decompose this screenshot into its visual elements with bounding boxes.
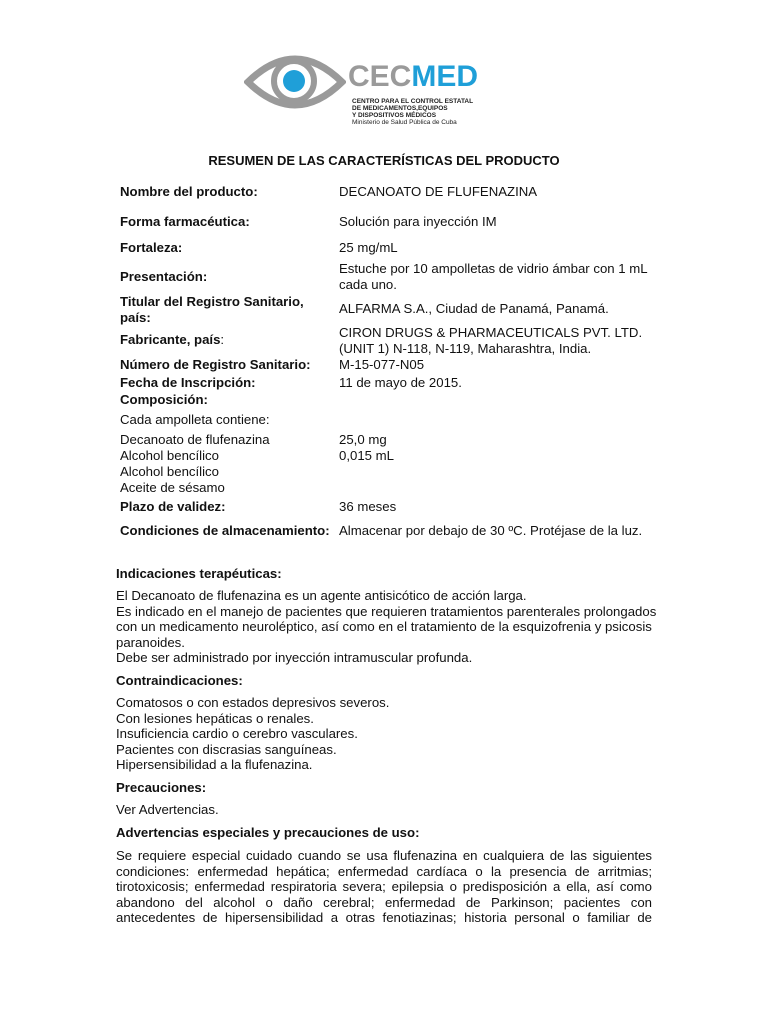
paragraph-line: Con lesiones hepáticas o renales. bbox=[116, 710, 314, 726]
label-composicion: Composición: bbox=[120, 392, 208, 407]
label-fabricante-colon: : bbox=[220, 332, 225, 347]
paragraph-line: Comatosos o con estados depresivos severos. bbox=[116, 695, 390, 710]
paragraph-line: Insuficiencia cardio o cerebro vasculares. bbox=[116, 726, 358, 741]
heading-contraindicaciones: Contraindicaciones: bbox=[116, 673, 243, 688]
value-forma: Solución para inyección IM bbox=[339, 214, 497, 229]
section-precauciones bbox=[116, 802, 652, 818]
heading-precauciones: Precauciones: bbox=[116, 780, 207, 795]
section-contraindicaciones bbox=[116, 695, 652, 773]
paragraph-line: Se requiere especial cuidado cuando se usa flufenazina en cualquiera de las siguientes bbox=[116, 848, 652, 863]
paragraph-line: Pacientes con discrasias sanguíneas. bbox=[116, 741, 337, 757]
value-presentacion-line: cada uno. bbox=[339, 276, 397, 292]
label-plazo: Plazo de validez: bbox=[120, 499, 226, 514]
value-condiciones: Almacenar por debajo de 30 ºC. Protéjase de la luz. bbox=[339, 523, 643, 538]
heading-advertencias: Advertencias especiales y precauciones de uso: bbox=[116, 825, 420, 840]
label-titular bbox=[120, 294, 330, 325]
label-fabricante-bold: Fabricante, país bbox=[120, 332, 221, 347]
label-fecha: Fecha de Inscripción: bbox=[120, 375, 256, 390]
value-fabricante-line: CIRON DRUGS & PHARMACEUTICALS PVT. LTD. bbox=[339, 325, 643, 340]
paragraph-line: antecedentes de hipersensibilidad a otras fenotiazinas; historia personal o familiar de bbox=[116, 910, 652, 925]
brand-subtitle-line: DE MEDICAMENTOS,EQUIPOS bbox=[352, 105, 448, 112]
document-title: RESUMEN DE LAS CARACTERÍSTICAS DEL PRODUCTO bbox=[208, 153, 560, 168]
label-nombre: Nombre del producto: bbox=[120, 184, 258, 199]
composition-intro: Cada ampolleta contiene: bbox=[120, 412, 270, 427]
ingredient-name: Alcohol bencílico bbox=[120, 448, 219, 463]
paragraph-line: Ver Advertencias. bbox=[116, 802, 219, 817]
value-fabricante-line: (UNIT 1) N-118, N-119, Maharashtra, India. bbox=[339, 340, 592, 356]
value-presentacion-line: Estuche por 10 ampolletas de vidrio ámbar con 1 mL bbox=[339, 261, 648, 276]
section-advertencias bbox=[116, 848, 652, 926]
brand-ministry: Ministerio de Salud Pública de Cuba bbox=[352, 119, 457, 126]
paragraph-line: con un medicamento neuroléptico, así como en el tratamiento de la esquizofrenia y psicosis bbox=[116, 619, 652, 634]
label-condiciones: Condiciones de almacenamiento: bbox=[120, 523, 330, 538]
label-fabricante bbox=[120, 332, 330, 348]
label-forma: Forma farmacéutica: bbox=[120, 214, 250, 229]
ingredient-amount: 25,0 mg bbox=[339, 432, 387, 447]
value-nombre: DECANOATO DE FLUFENAZINA bbox=[339, 184, 538, 199]
paragraph-line: condiciones: enfermedad hepática; enfermedad cardíaca o la presencia de arritmias; bbox=[116, 863, 652, 879]
label-titular-line: Titular del Registro Sanitario, bbox=[120, 294, 304, 309]
brand-subtitle bbox=[352, 98, 473, 126]
paragraph-line: Es indicado en el manejo de pacientes que requieren tratamientos parenterales prolongados bbox=[116, 603, 657, 619]
brand-part-med: MED bbox=[411, 60, 479, 93]
value-registro: M-15-077-N05 bbox=[339, 357, 425, 372]
eye-logo-icon bbox=[244, 50, 346, 114]
label-titular-line: país: bbox=[120, 309, 151, 325]
paragraph-line: Debe ser administrado por inyección intramuscular profunda. bbox=[116, 650, 473, 665]
value-titular: ALFARMA S.A., Ciudad de Panamá, Panamá. bbox=[339, 301, 609, 316]
paragraph-line: tirotoxicosis; enfermedad respiratoria severa; epilepsia o predisposición a ella, así como bbox=[116, 879, 652, 894]
label-presentacion: Presentación: bbox=[120, 269, 208, 284]
brand-subtitle-line: Y DISPOSITIVOS MÉDICOS bbox=[352, 112, 437, 119]
paragraph-line: paranoides. bbox=[116, 634, 185, 650]
value-fabricante bbox=[339, 325, 659, 356]
paragraph-line: abandono del alcohol o daño cerebral; enfermedad de Parkinson; pacientes con bbox=[116, 894, 652, 910]
heading-indicaciones: Indicaciones terapéuticas: bbox=[116, 566, 282, 581]
brand-part-cec: CEC bbox=[348, 60, 412, 93]
ingredient-name: Alcohol bencílico bbox=[120, 464, 219, 479]
value-presentacion bbox=[339, 261, 659, 292]
ingredient-name: Aceite de sésamo bbox=[120, 480, 225, 495]
brand-subtitle-line: CENTRO PARA EL CONTROL ESTATAL bbox=[352, 98, 474, 105]
value-fecha: 11 de mayo de 2015. bbox=[339, 375, 462, 390]
paragraph-line: El Decanoato de flufenazina es un agente antisicótico de acción larga. bbox=[116, 588, 527, 603]
value-plazo: 36 meses bbox=[339, 499, 397, 514]
ingredient-name: Decanoato de flufenazina bbox=[120, 432, 270, 447]
paragraph-line: Hipersensibilidad a la flufenazina. bbox=[116, 757, 313, 772]
value-fortaleza: 25 mg/mL bbox=[339, 240, 398, 255]
label-fortaleza: Fortaleza: bbox=[120, 240, 183, 255]
section-indicaciones bbox=[116, 588, 657, 666]
label-registro: Número de Registro Sanitario: bbox=[120, 357, 311, 372]
brand-name bbox=[348, 62, 478, 92]
ingredient-amount: 0,015 mL bbox=[339, 448, 394, 463]
